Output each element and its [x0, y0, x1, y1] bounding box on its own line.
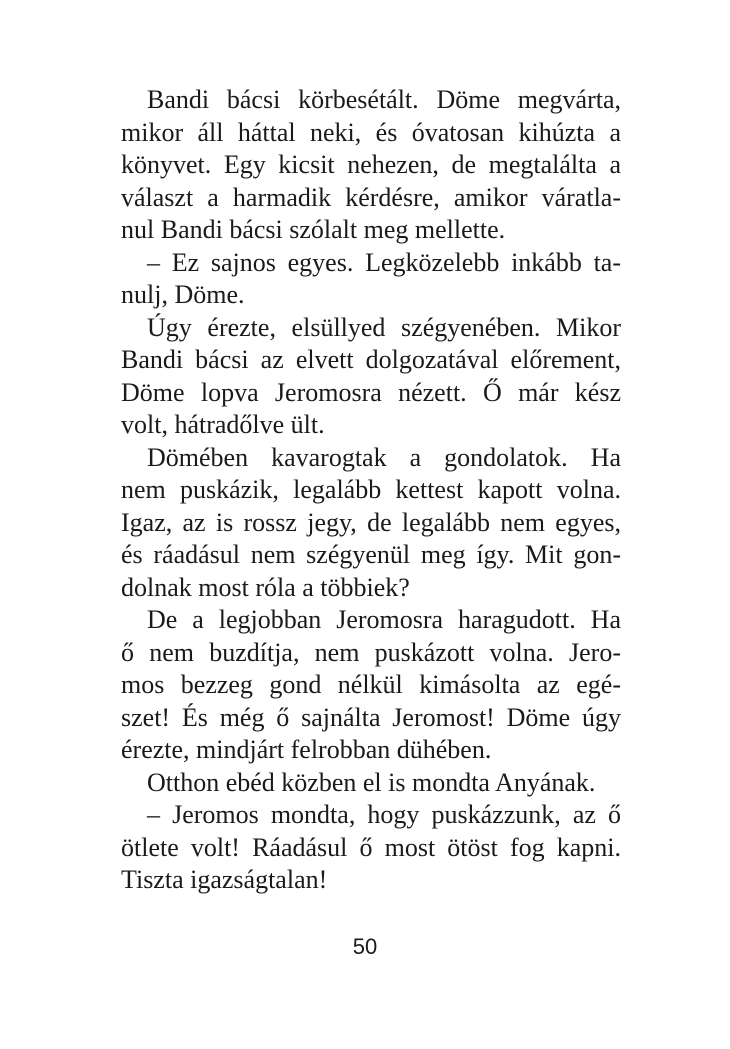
text-line: Dömében kavarogtak a gondolatok. Ha: [147, 442, 621, 472]
text-line: Otthon ebéd közben el is mondta Anyának.: [147, 767, 596, 797]
text-line: dolnak most róla a többiek?: [121, 572, 410, 602]
text-line: nem puskázik, legalább kettest kapott volna.: [121, 475, 621, 504]
text-line: mikor áll háttal neki, és óvatosan kihúzta a: [121, 117, 621, 147]
text-line: és ráadásul nem szégyenül meg így. Mit gon-: [121, 540, 621, 569]
text-line: ő nem buzdítja, nem puskázott volna. Jero-: [121, 637, 621, 667]
text-line: Igaz, az is rossz jegy, de legalább nem egyes,: [121, 507, 621, 537]
text-line: Döme lopva Jeromosra nézett. Ő már kész: [121, 377, 621, 407]
text-line: nul Bandi bácsi szólalt meg mellette.: [121, 215, 506, 244]
text-line: Tiszta igazságtalan!: [121, 865, 328, 894]
text-line: De a legjobban Jeromosra haragudott. Ha: [147, 605, 621, 634]
text-line: Bandi bácsi körbesétált. Döme megvárta,: [147, 85, 621, 114]
text-line: volt, hátradőlve ült.: [121, 410, 325, 439]
text-line: – Ez sajnos egyes. Legközelebb inkább ta-: [147, 247, 621, 277]
text-line: mos bezzeg gond nélkül kimásolta az egé-: [121, 670, 621, 699]
text-line: választ a harmadik kérdésre, amikor váratla-: [121, 182, 621, 212]
text-line: – Jeromos mondta, hogy puskázzunk, az ő: [147, 800, 621, 829]
text-line: nulj, Döme.: [121, 280, 245, 309]
text-line: szet! És még ő sajnálta Jeromost! Döme úgy: [121, 702, 621, 732]
text-line: ötlete volt! Ráadásul ő most ötöst fog kapni.: [121, 832, 621, 862]
page-number: 50: [352, 934, 378, 959]
text-line: érezte, mindjárt felrobban dühében.: [121, 735, 492, 764]
text-line: könyvet. Egy kicsit nehezen, de megtalálta a: [121, 150, 621, 179]
text-line: Úgy érezte, elsüllyed szégyenében. Mikor: [147, 312, 621, 342]
text-line: Bandi bácsi az elvett dolgozatával előrement,: [121, 345, 621, 374]
body-text: [121, 84, 621, 897]
